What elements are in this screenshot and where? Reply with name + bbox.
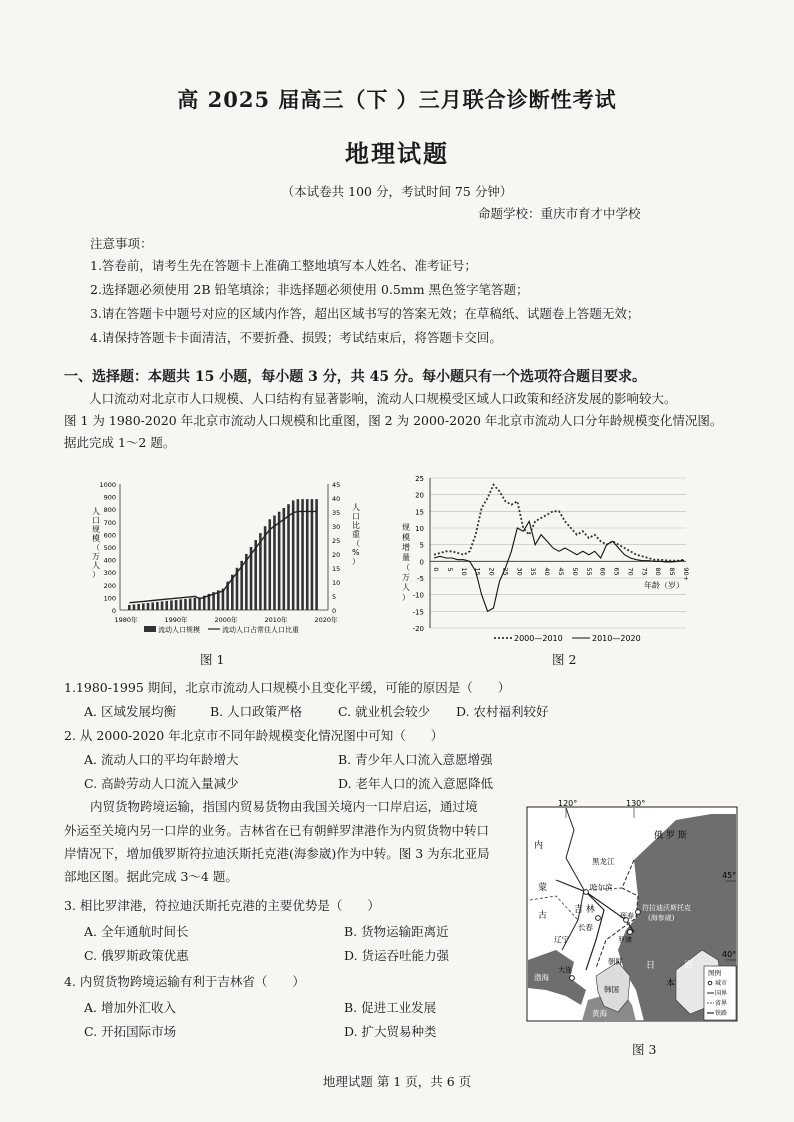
fig1-bar [254,540,257,610]
map-lat-40: 40° [722,950,737,959]
fig1-bar [184,599,187,610]
fig1-left-tick: 1000 [99,481,116,489]
fig2-x-tick: 55 [584,567,593,576]
map-label-chaoxian: 朝鲜 [608,957,623,966]
fig2-x-tick: 45 [557,567,565,576]
map-label-changchun: 长春 [578,923,593,932]
map-label-dalian: 大连 [558,966,572,974]
fig2-ylabel: 规模增量（万人） [402,523,410,602]
section-heading: 一、选择题：本题共 15 小题，每小题 3 分，共 45 分。每小题只有一个选项符合题目要求。 [64,369,646,385]
fig1-bar [273,516,276,611]
map-label-yellowsea: 黄海 [592,1009,607,1018]
fig1-bar [259,533,262,610]
fig2-xlabel: 年龄（岁） [644,581,684,590]
map-legend-title: 图例 [708,969,721,977]
city-changchun [596,916,601,921]
fig1-bar [156,602,159,610]
fig1-left-tick: 100 [103,594,116,603]
q3-option-b[interactable]: B. 货物运输距离近 [344,924,449,939]
fig2-x-tick: 20 [487,567,496,576]
map-label-inner: 内 [534,841,544,851]
map-label-bohai: 渤海 [534,973,549,982]
fig1-legend-bar: 流动人口规模 [158,626,200,634]
fig2-x-tick: 15 [473,567,482,576]
exam-title: 高 2025 届高三（下 ）三月联合诊断性考试 [177,87,617,112]
fig1-bar [133,604,136,610]
fig2-x-tick: 10 [459,567,468,576]
map-label-haishenwai: (海参崴) [648,914,675,922]
fig2-y-tick: 20 [415,491,424,500]
fig1-right-tick: 10 [332,579,341,587]
fig1-left-tick: 800 [103,506,116,515]
fig1-bar [170,600,173,610]
fig2-x-tick: 30 [515,567,524,576]
intro-paragraph: 图 1 为 1980-2020 年北京市流动人口规模和比重图，图 2 为 2000-2020 年北京市流动人口分年龄规模变化情况图。 [64,413,723,428]
map-label-gu: 古 [538,911,548,921]
question-4-stem: 4. 内贸货物跨境运输有利于吉林省（ ） [64,974,305,989]
map-label-liaoning: 辽宁 [554,935,569,944]
map-label-sea-ben: 本 [666,979,676,989]
q2-option-a[interactable]: A. 流动人口的平均年龄增大 [84,752,239,767]
fig1-left-tick: 500 [103,544,116,552]
map-label-sea-hai: 海 [684,961,694,971]
fig1-left-tick: 600 [103,531,116,540]
map-legend-railway: 铁路 [715,1010,728,1017]
question-1-stem: 1.1980-1995 期间，北京市流动人口规模小且变化平缓，可能的原因是（ ） [64,680,511,695]
fig1-bar [287,504,290,610]
map-label-korea: 韩国 [604,985,619,994]
fig1-bar [283,508,286,610]
fig1-legend-line: 流动人口占常住人口比重 [222,626,299,634]
map-lat-45: 45° [722,871,737,880]
fig1-ylabel-right: 人口比重（%） [352,503,360,566]
fig1-bar [268,519,271,610]
fig2-grid [430,478,686,628]
q1-option-a[interactable]: A. 区域发展均衡 [84,704,176,719]
fig2-y-tick: 0 [419,558,424,567]
fig1-right-tick: 20 [332,551,341,559]
question-3-stem: 3. 相比罗津港，符拉迪沃斯托克港的主要优势是（ ） [64,898,380,913]
fig1-bar [137,604,140,610]
fig1-left-tick: 900 [103,493,116,502]
fig1-right-tick: 40 [332,495,341,503]
fig1-bar [306,499,309,610]
notice-item: 3.请在答题卡中题号对应的区域内作答，超出区域书写的答案无效；在草稿纸、试题卷上答题无效； [90,306,640,321]
fig1-bar [301,499,304,610]
figure-3-map [526,800,738,1024]
fig2-x-tick: 85 [668,567,677,576]
map-label-heilongjiang: 黑龙江 [592,857,615,866]
map-legend-city: 城市 [715,980,728,987]
fig2-x-tick: 0 [432,567,440,572]
fig1-left-tick: 0 [111,607,116,615]
intro-paragraph: 部地区图。据此完成 3～4 题。 [64,869,238,884]
fig1-bar [189,598,192,610]
fig1-x-tick: 2000年 [214,616,238,624]
q3-option-c[interactable]: C. 俄罗斯政策优惠 [84,948,189,963]
school-name: 命题学校：重庆市育才中学校 [478,206,641,221]
fig1-left-tick: 300 [103,569,116,578]
fig1-legend-bar-swatch [144,626,156,632]
fig2-legend-a: 2000—2010 [514,634,563,643]
notice-item: 2.选择题必须使用 2B 铅笔填涂；非选择题必须使用 0.5mm 黑色签字笔答题； [90,282,529,297]
fig1-x-tick: 2020年 [314,616,338,624]
notice-item: 4.请保持答题卡卡面清洁，不要折叠、损毁；考试结束后，将答题卡交回。 [90,330,502,345]
fig1-bar [194,598,197,610]
city-harbin [584,890,589,895]
fig2-series-2000-2010 [434,485,684,561]
fig1-x-tick: 1980年 [114,616,138,624]
notice-heading: 注意事项： [90,236,153,251]
fig1-right-ticks [332,481,340,615]
map-label-hunchun: 珲春 [620,912,634,920]
fig1-bar [151,602,154,610]
q3-option-d[interactable]: D. 货运吞吐能力强 [344,948,450,963]
figure-3-caption: 图 3 [632,1042,657,1057]
fig1-left-tick: 700 [103,518,116,527]
fig2-x-tick: 5 [445,567,454,572]
fig1-bar [297,499,300,610]
fig1-right-tick: 0 [332,607,337,615]
fig1-left-ticks [99,481,116,615]
fig2-y-tick: 5 [419,541,424,550]
q1-option-c[interactable]: C. 就业机会较少 [338,704,431,719]
map-label-harbin: 哈尔滨 [590,883,613,892]
fig2-series-2010-2020 [434,521,684,611]
fig2-y-tick: -10 [412,591,424,600]
fig1-left-tick: 200 [103,581,116,590]
map-lon-120: 120° [558,800,578,808]
fig1-ylabel-left: 人口规模（万人） [92,507,100,579]
intro-paragraph: 内贸货物跨境运输，指国内贸易货物由我国关境内一口岸启运，通过境 [90,799,478,814]
map-label-sea-ri: 日 [646,961,656,971]
q4-option-b[interactable]: B. 促进工业发展 [344,1000,437,1015]
figure-1-chart [84,474,364,644]
q3-option-a[interactable]: A. 全年通航时间长 [84,924,189,939]
intro-paragraph: 人口流动对北京市人口规模、人口结构有显著影响，流动人口规模受区域人口政策和经济发展的影响较大。 [89,391,677,406]
fig2-x-tick: 65 [612,567,621,576]
fig2-y-tick: -20 [412,625,424,633]
q2-option-c[interactable]: C. 高龄劳动人口流入量减少 [84,776,239,791]
fig1-x-ticks [114,615,338,624]
fig2-y-tick: -15 [412,608,424,617]
fig2-y-ticks [413,475,424,633]
fig1-bar [165,601,168,610]
fig2-x-tick: 50 [570,567,579,576]
fig1-x-tick: 2010年 [264,616,288,624]
fig2-x-tick: 35 [529,567,538,576]
map-label-mongol: 蒙 [538,883,548,893]
fig2-x-tick: 70 [626,567,635,576]
map-label-luojin: 罗津 [618,936,632,944]
figure-1-caption: 图 1 [200,652,225,667]
fig2-legend-b: 2010—2020 [592,634,641,643]
fig2-x-tick: 25 [501,567,510,576]
fig1-right-tick: 5 [332,593,337,601]
fig1-right-tick: 15 [332,565,341,573]
fig2-y-tick: -5 [417,575,424,583]
figure-2-chart [396,470,706,648]
city-vladivostok [636,910,641,915]
page-footer: 地理试题 第 1 页，共 6 页 [322,1074,472,1089]
fig2-x-ticks [432,567,690,581]
fig1-bar [161,601,164,610]
q1-option-d[interactable]: D. 农村福利较好 [456,704,549,719]
intro-paragraph: 据此完成 1～2 题。 [64,435,176,450]
fig1-bar [315,499,318,610]
q2-option-b[interactable]: B. 青少年人口流入意愿增强 [338,752,493,767]
fig1-bar [142,603,145,610]
figure-2-caption: 图 2 [552,652,577,667]
map-legend-province: 省界 [715,1000,728,1007]
fig1-right-tick: 45 [332,481,341,489]
fig1-left-tick: 400 [103,556,116,565]
fig2-x-tick: 40 [543,567,552,576]
q4-option-c[interactable]: C. 开拓国际市场 [84,1024,177,1039]
fig1-bar [175,600,178,610]
fig1-bar [292,500,295,610]
fig1-right-tick: 30 [332,523,341,531]
question-2-stem: 2. 从 2000-2020 年北京市不同年龄规模变化情况图中可知（ ） [64,728,444,743]
fig2-y-tick: 10 [415,525,424,533]
map-legend-border: 国界 [715,990,728,997]
q4-option-d[interactable]: D. 扩大贸易种类 [344,1024,437,1039]
map-lon-130: 130° [626,800,646,808]
fig1-bar [311,499,314,610]
map-label-russia: 俄 罗 斯 [654,831,687,841]
q4-option-a[interactable]: A. 增加外汇收入 [84,1000,176,1015]
intro-paragraph: 岸情况下，增加俄罗斯符拉迪沃斯托克港(海参崴)作为中转。图 3 为东北亚局 [64,846,490,861]
fig2-x-tick: 75 [640,567,649,576]
fig2-y-tick: 15 [415,508,424,517]
fig1-bar [128,605,131,610]
fig1-bar [147,603,150,610]
fig2-x-tick: 80 [654,567,663,576]
fig1-bar [278,512,281,610]
fig1-right-tick: 35 [332,509,341,517]
notice-item: 1.答卷前，请考生先在答题卡上准确工整地填写本人姓名、准考证号； [90,258,477,273]
exam-info: （本试卷共 100 分，考试时间 75 分钟） [281,184,513,199]
q2-option-d[interactable]: D. 老年人口的流入意愿降低 [338,776,494,791]
map-label-jilin: 吉 林 [574,905,595,915]
fig1-x-tick: 1990年 [164,616,188,624]
subject-title: 地理试题 [345,139,449,168]
city-dalian [570,976,575,981]
q1-option-b[interactable]: B. 人口政策严格 [210,704,303,719]
city-luojin [628,930,633,935]
fig2-y-tick: 25 [415,475,424,483]
fig1-bar [264,526,267,610]
map-label-vladivostok: 符拉迪沃斯托克 [642,904,691,912]
fig1-bar [180,599,183,610]
fig2-x-tick: 60 [598,567,607,576]
fig1-right-tick: 25 [332,537,341,545]
intro-paragraph: 外运至关境内另一口岸的业务。吉林省在已有朝鲜罗津港作为内贸货物中转口 [64,823,490,838]
fig2-x-tick: 90+ [682,567,690,582]
